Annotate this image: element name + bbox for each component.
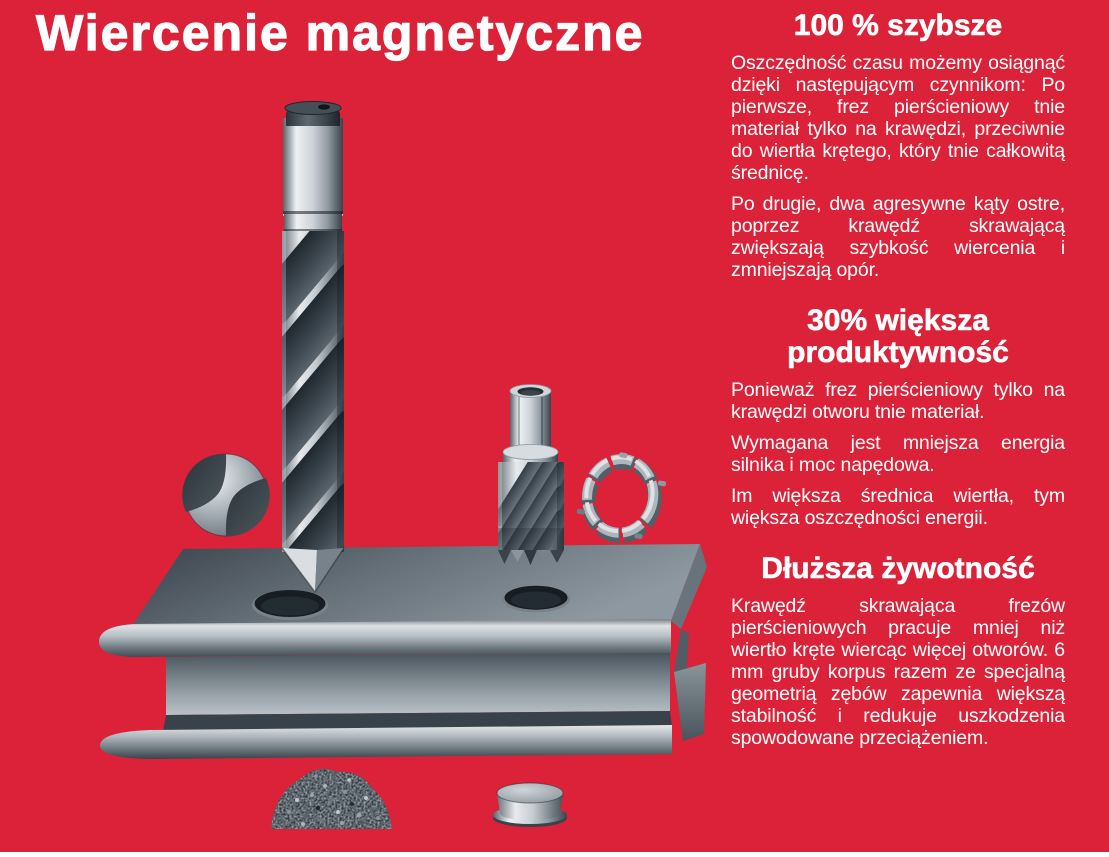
page-title: Wiercenie magnetyczne	[36, 5, 645, 61]
drill-point-sphere	[182, 454, 269, 536]
chips-pile	[271, 769, 392, 829]
info-column	[731, 0, 1065, 758]
paragraph: Krawędź skrawająca frezów pierścieniowych pracuje mniej niż wiertło kręte wiercąc więcej otworów. 6 mm gruby korpus razem ze specjalną geometrią zębów zapewnia większą stabilność i redukuje uszkodzenia spowodowane przeciążeniem.	[731, 595, 1065, 749]
paragraph: Ponieważ frez pierścieniowy tylko na krawędzi otworu tnie materiał.	[731, 379, 1065, 423]
section-heading: 100 % szybsze	[793, 9, 1003, 42]
paragraph: Oszczędność czasu możemy osiągnąć dzięki następującym czynnikom: Po pierwsze, frez pierścieniowy tnie materiał tylko na krawędzi, przeciwnie do wiertła krętego, który tnie całkowitą średnicę.	[731, 52, 1065, 184]
swarf-ring	[574, 447, 670, 543]
section-zywotnosc	[731, 553, 1065, 749]
steel-i-beam	[99, 544, 707, 759]
section-szybsze	[731, 10, 1065, 281]
paragraph: Im większa średnica wiertła, tym większa oszczędności energii.	[731, 485, 1065, 529]
section-heading: 30% większa produktywność	[787, 304, 1009, 369]
metal-slug	[493, 783, 567, 827]
section-heading: Dłuższa żywotność	[761, 552, 1035, 585]
paragraph: Po drugie, dwa agresywne kąty ostre, poprzez krawędź skrawającą zwiększają szybkość wiercenia i zmniejszają opór.	[731, 193, 1065, 281]
section-produktywnosc	[731, 305, 1065, 529]
paragraph: Wymagana jest mniejsza energia silnika i moc napędowa.	[731, 432, 1065, 476]
